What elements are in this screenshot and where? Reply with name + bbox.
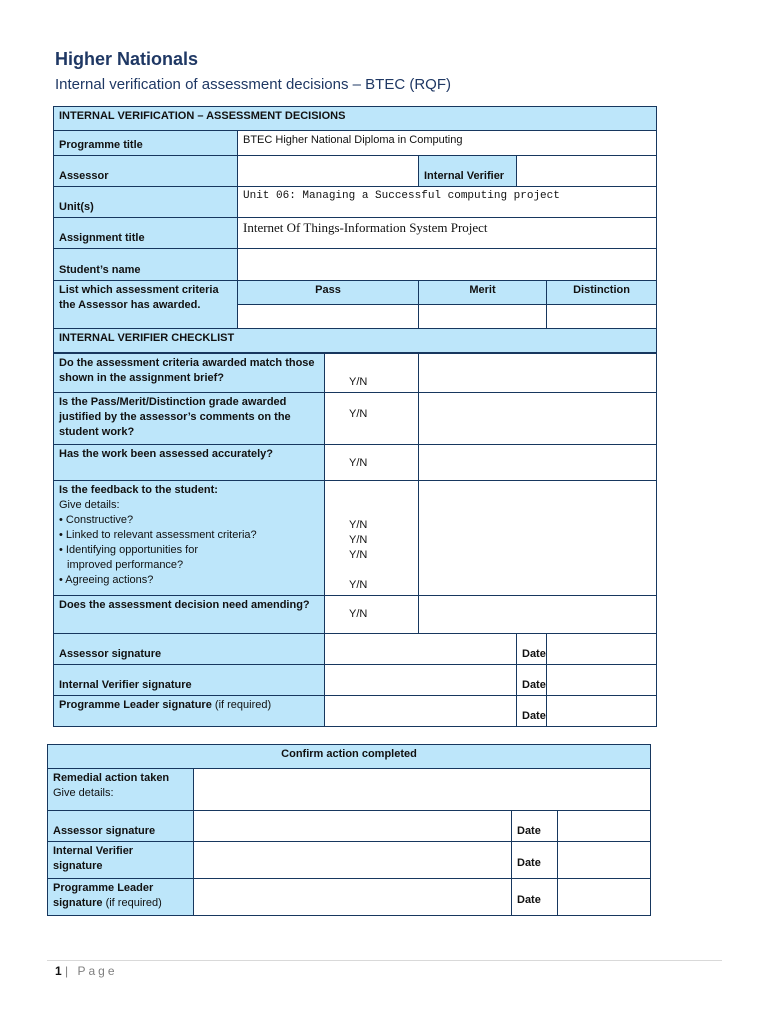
question-grade-justified: Is the Pass/Merit/Distinction grade awarded justified by the assessor’s comments on the student work? <box>54 393 325 445</box>
if-required-text: (if required) <box>214 699 272 711</box>
checklist-table <box>53 353 657 727</box>
feedback-bullet-agreeing: • Agreeing actions? <box>59 574 154 586</box>
remedial-action-label <box>48 769 194 811</box>
date-label: Date <box>512 811 558 842</box>
confirm-pl-line2: signature <box>53 897 103 909</box>
date-field[interactable] <box>547 696 657 727</box>
yn-constructive[interactable]: Y/N <box>349 519 368 531</box>
pl-signature-field[interactable] <box>325 696 517 727</box>
comment-field[interactable] <box>419 393 657 445</box>
pass-field[interactable] <box>238 305 419 329</box>
confirm-pl-signature-label <box>48 879 194 916</box>
programme-title-label: Programme title <box>54 131 238 156</box>
assignment-title-value[interactable]: Internet Of Things-Information System Project <box>238 218 657 249</box>
internal-verifier-label: Internal Verifier <box>419 156 517 187</box>
comment-field[interactable] <box>419 481 657 596</box>
page-subtitle: Internal verification of assessment decisions – BTEC (RQF) <box>55 76 451 93</box>
programme-title-value[interactable]: BTEC Higher National Diploma in Computing <box>238 131 657 156</box>
yn-field[interactable]: Y/N <box>325 445 419 481</box>
feedback-bullet-constructive: • Constructive? <box>59 514 134 526</box>
confirm-iv-signature-field[interactable] <box>194 842 512 879</box>
yn-field[interactable]: Y/N <box>325 393 419 445</box>
remedial-action-title: Remedial action taken <box>53 772 170 784</box>
page-title: Higher Nationals <box>55 49 199 69</box>
unit-label: Unit(s) <box>54 187 238 218</box>
confirm-pl-signature-field[interactable] <box>194 879 512 916</box>
date-field[interactable] <box>547 634 657 665</box>
iv-signature-field[interactable] <box>325 665 517 696</box>
yn-linked[interactable]: Y/N <box>349 534 368 546</box>
criteria-label: List which assessment criteria the Assessor has awarded. <box>54 281 238 329</box>
confirm-action-header: Confirm action completed <box>48 745 651 769</box>
date-label: Date <box>517 696 547 727</box>
section-header: INTERNAL VERIFICATION – ASSESSMENT DECISIONS <box>54 107 657 131</box>
pl-signature-label <box>54 696 325 727</box>
assessor-field[interactable] <box>238 156 419 187</box>
page-number: 1 <box>55 964 62 978</box>
page-label: | Page <box>65 964 118 978</box>
comment-field[interactable] <box>419 354 657 393</box>
yn-group[interactable] <box>325 481 419 596</box>
assessment-decisions-table <box>53 106 657 353</box>
confirm-assessor-signature-field[interactable] <box>194 811 512 842</box>
feedback-bullet-linked: • Linked to relevant assessment criteria? <box>59 529 257 541</box>
date-label: Date <box>517 634 547 665</box>
distinction-field[interactable] <box>547 305 657 329</box>
yn-identifying[interactable]: Y/N <box>349 549 368 561</box>
question-criteria-match: Do the assessment criteria awarded match those shown in the assignment brief? <box>54 354 325 393</box>
pass-header: Pass <box>238 281 419 305</box>
yn-agreeing[interactable]: Y/N <box>349 579 368 591</box>
feedback-give-details: Give details: <box>59 499 120 511</box>
merit-header: Merit <box>419 281 547 305</box>
remedial-action-field[interactable] <box>194 769 651 811</box>
comment-field[interactable] <box>419 445 657 481</box>
question-decision-amending: Does the assessment decision need amending? <box>54 596 325 634</box>
confirm-if-required: (if required) <box>105 897 162 909</box>
assessor-signature-field[interactable] <box>325 634 517 665</box>
yn-field[interactable]: Y/N <box>325 354 419 393</box>
date-label: Date <box>512 842 558 879</box>
merit-field[interactable] <box>419 305 547 329</box>
confirm-pl-line1: Programme Leader <box>53 882 154 894</box>
feedback-title: Is the feedback to the student: <box>59 484 218 496</box>
question-feedback <box>54 481 325 596</box>
date-field[interactable] <box>547 665 657 696</box>
confirm-assessor-signature-label: Assessor signature <box>48 811 194 842</box>
internal-verifier-field[interactable] <box>517 156 657 187</box>
assignment-title-label: Assignment title <box>54 218 238 249</box>
comment-field[interactable] <box>419 596 657 634</box>
assessor-signature-label: Assessor signature <box>54 634 325 665</box>
footer-divider <box>47 960 722 961</box>
students-name-label: Student’s name <box>54 249 238 281</box>
question-assessed-accurately: Has the work been assessed accurately? <box>54 445 325 481</box>
feedback-bullet-identifying-cont: improved performance? <box>67 559 184 571</box>
page-footer <box>55 964 118 978</box>
date-field[interactable] <box>558 879 651 916</box>
pl-signature-text: Programme Leader signature <box>59 699 212 711</box>
feedback-bullet-identifying: • Identifying opportunities for <box>59 544 198 556</box>
checklist-header: INTERNAL VERIFIER CHECKLIST <box>54 329 657 353</box>
date-field[interactable] <box>558 811 651 842</box>
confirm-action-table <box>47 744 651 916</box>
confirm-iv-line2: signature <box>53 860 103 872</box>
date-label: Date <box>512 879 558 916</box>
yn-field[interactable]: Y/N <box>325 596 419 634</box>
iv-signature-label: Internal Verifier signature <box>54 665 325 696</box>
date-field[interactable] <box>558 842 651 879</box>
distinction-header: Distinction <box>547 281 657 305</box>
assessor-label: Assessor <box>54 156 238 187</box>
remedial-give-details: Give details: <box>53 787 114 799</box>
students-name-field[interactable] <box>238 249 657 281</box>
confirm-iv-line1: Internal Verifier <box>53 845 134 857</box>
confirm-iv-signature-label <box>48 842 194 879</box>
date-label: Date <box>517 665 547 696</box>
unit-value[interactable]: Unit 06: Managing a Successful computing project <box>238 187 657 218</box>
